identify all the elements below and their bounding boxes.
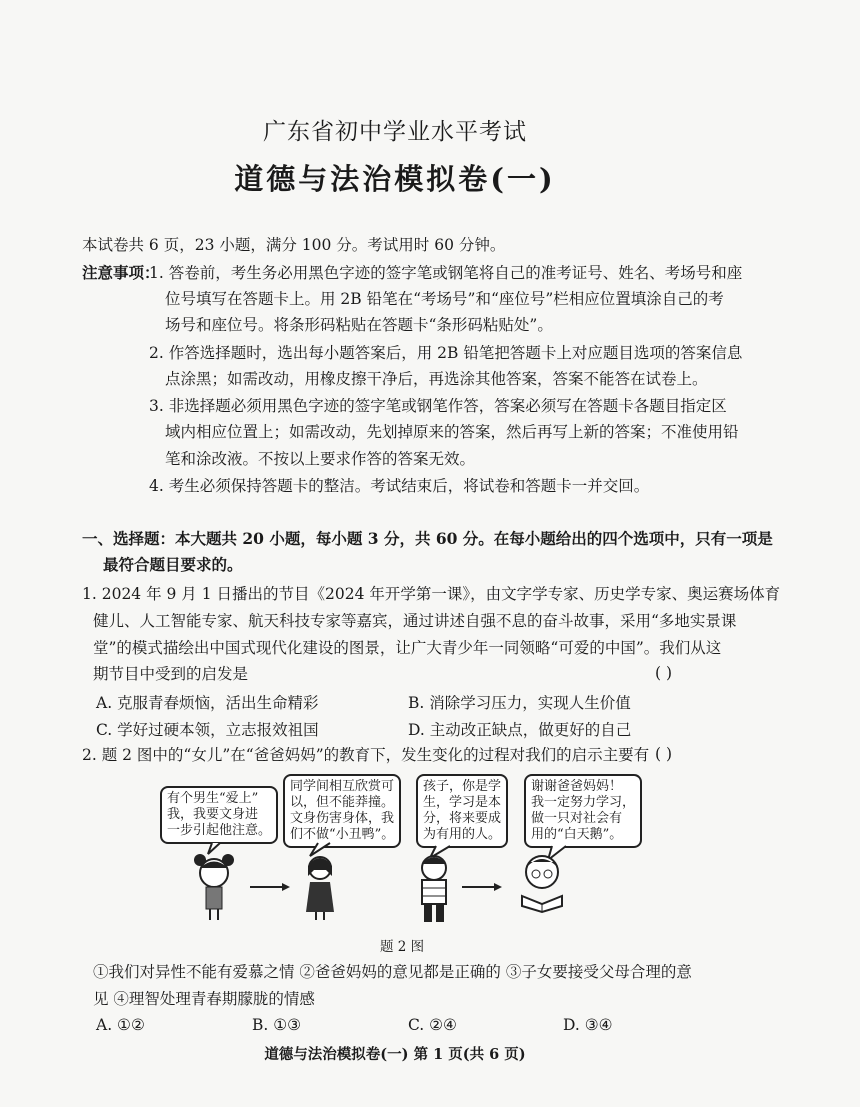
option-c: C. 学好过硬本领，立志报效祖国 xyxy=(96,721,319,739)
note-line: 位号填写在答题卡上。用 2B 铅笔在“考场号”和“座位号”栏相应位置填涂自己的考 xyxy=(165,290,724,308)
section-heading: 一、选择题：本大题共 20 小题，每小题 3 分，共 60 分。在每小题给出的四个选项中，只有一项是 xyxy=(82,529,773,548)
statements-line: 见 ④理智处理青春期朦胧的情感 xyxy=(93,990,315,1008)
mother-figure xyxy=(306,857,334,920)
daughter-figure xyxy=(194,854,234,920)
note-line: 笔和涂改液。不按以上要求作答的答案无效。 xyxy=(165,450,476,468)
note-line: 点涂黑；如需改动，用橡皮擦干净后，再选涂其他答案，答案不能答在试卷上。 xyxy=(165,370,708,388)
answer-parenthesis: ( ) xyxy=(655,745,673,763)
option-a: A. 克服青春烦恼，活出生命精彩 xyxy=(96,694,319,712)
option-d: D. 主动改正缺点，做更好的自己 xyxy=(408,721,632,739)
speech-bubble: 有个男生“爱上” 我，我要文身进 一步引起他注意。 xyxy=(160,786,278,844)
note-line: 域内相应位置上；如需改动，先划掉原来的答案，然后再写上新的答案；不准使用铅 xyxy=(165,423,739,441)
daughter-studying-figure xyxy=(522,856,562,912)
note-line: 1. 答卷前，考生务必用黑色字迹的签字笔或钢笔将自己的准考证号、姓名、考场号和座 xyxy=(149,264,743,282)
section-heading: 最符合题目要求的。 xyxy=(103,555,243,574)
notes-label: 注意事项： xyxy=(82,263,160,282)
statements-line: ①我们对异性不能有爱慕之情 ②爸爸妈妈的意见都是正确的 ③子女要接受父母合理的意 xyxy=(93,963,692,981)
exam-name: 广东省初中学业水平考试 xyxy=(263,119,527,145)
speech-bubble: 同学间相互欣赏可 以，但不能莽撞。 文身伤害身体，我 们不做“小丑鸭”。 xyxy=(283,774,401,848)
figure-caption: 题 2 图 xyxy=(380,939,425,955)
note-line: 4. 考生必须保持答题卡的整洁。考试结束后，将试卷和答题卡一并交回。 xyxy=(149,477,650,495)
intro-text: 本试卷共 6 页，23 小题，满分 100 分。考试用时 60 分钟。 xyxy=(82,236,506,254)
father-figure xyxy=(422,856,446,922)
option-c: C. ②④ xyxy=(408,1016,457,1034)
note-line: 3. 非选择题必须用黑色字迹的签字笔或钢笔作答，答案必须写在答题卡各题目指定区 xyxy=(149,397,727,415)
option-a: A. ①② xyxy=(96,1016,145,1034)
paper-title: 道德与法治模拟卷(一) xyxy=(234,162,556,196)
comic-figure xyxy=(150,770,650,930)
answer-parenthesis: ( ) xyxy=(655,664,673,682)
question-2-stem: 2. 题 2 图中的“女儿”在“爸爸妈妈”的教育下，发生变化的过程对我们的启示主要有 xyxy=(82,746,650,764)
question-1-line: 期节目中受到的启发是 xyxy=(93,665,249,683)
note-line: 场号和座位号。将条形码粘贴在答题卡“条形码粘贴处”。 xyxy=(165,316,553,334)
option-d: D. ③④ xyxy=(563,1016,613,1034)
question-1-line: 健儿、人工智能专家、航天科技专家等嘉宾，通过讲述自强不息的奋斗故事，采用“多地实景课 xyxy=(93,612,737,630)
option-b: B. ①③ xyxy=(252,1016,302,1034)
page-footer: 道德与法治模拟卷(一) 第 1 页(共 6 页) xyxy=(264,1046,526,1063)
option-b: B. 消除学习压力，实现人生价值 xyxy=(408,694,631,712)
question-1-line: 堂”的模式描绘出中国式现代化建设的图景，让广大青少年一同领略“可爱的中国”。我们从这 xyxy=(93,639,722,657)
speech-bubble: 谢谢爸爸妈妈！ 我一定努力学习， 做一只对社会有 用的“白天鹅”。 xyxy=(524,774,642,848)
note-line: 2. 作答选择题时，选出每小题答案后，用 2B 铅笔把答题卡上对应题目选项的答案信息 xyxy=(149,344,743,362)
speech-bubble: 孩子，你是学 生，学习是本 分，将来要成 为有用的人。 xyxy=(416,774,508,848)
question-1-line: 1. 2024 年 9 月 1 日播出的节目《2024 年开学第一课》，由文字学专家、历史学专家、奥运赛场体育 xyxy=(82,585,781,603)
